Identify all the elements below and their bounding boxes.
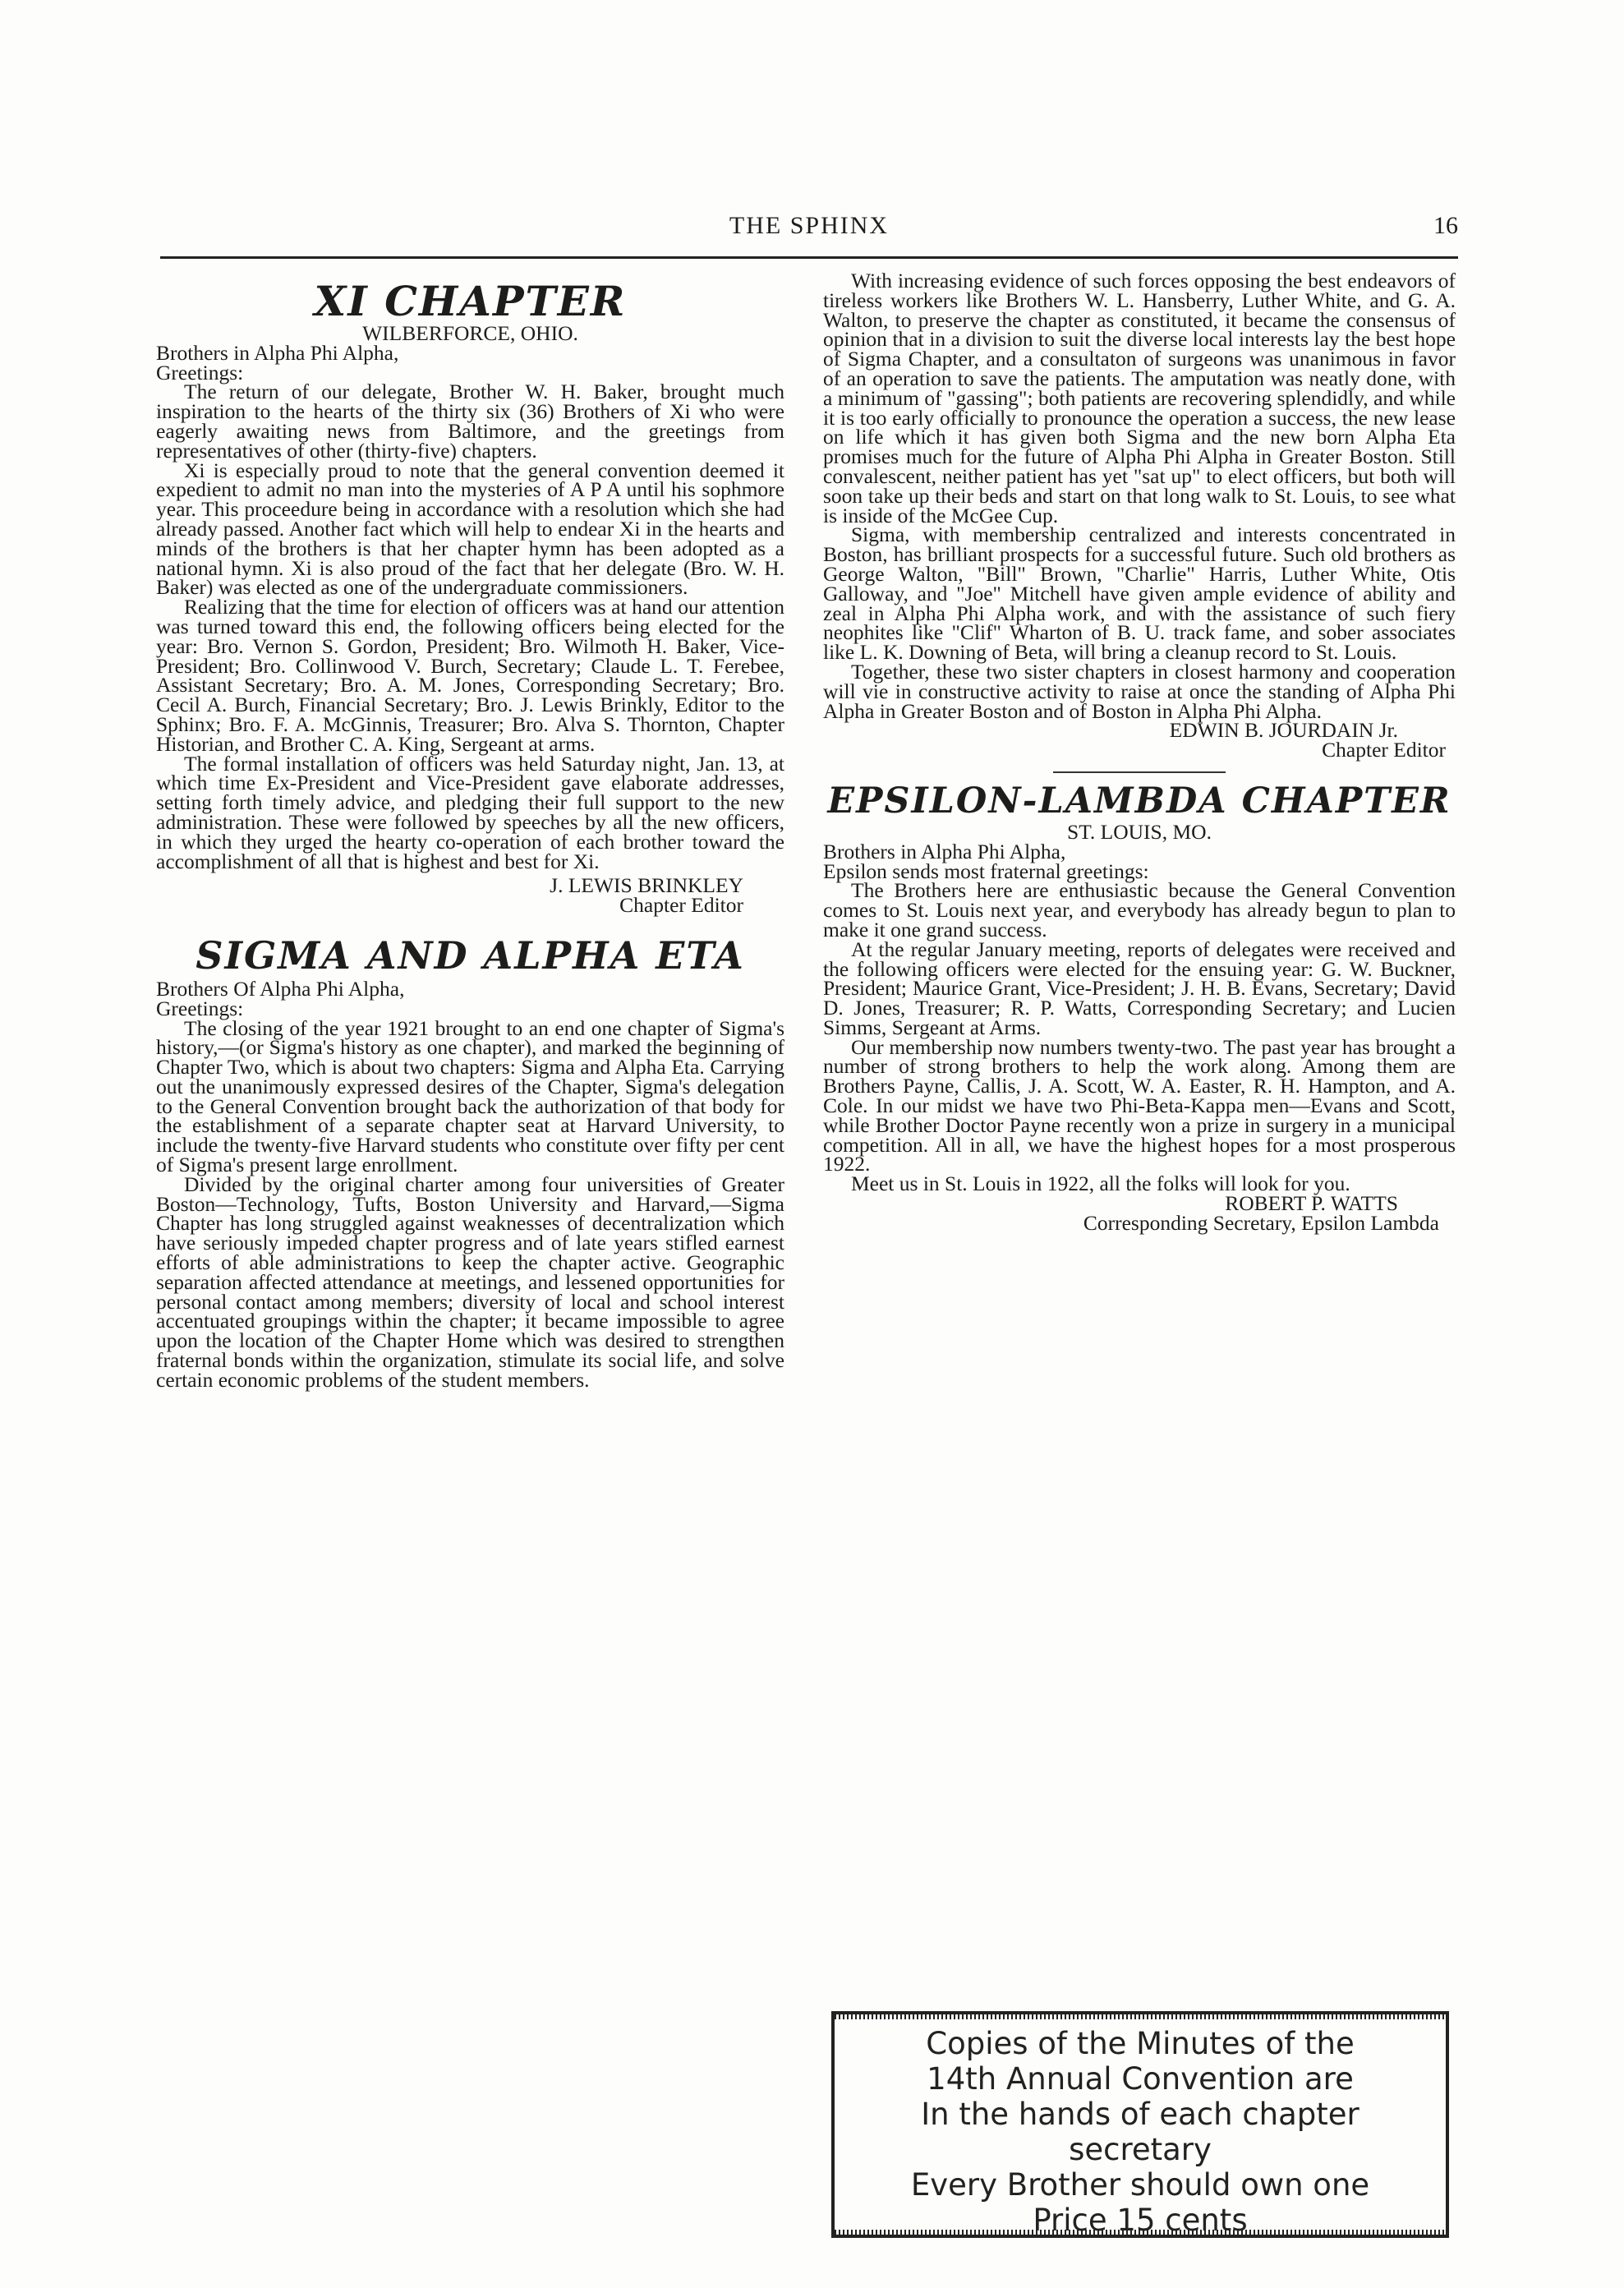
xi-place: WILBERFORCE, OHIO. bbox=[362, 321, 578, 345]
advert-line: Every Brother should own one bbox=[910, 2167, 1370, 2203]
minutes-advertisement-box bbox=[831, 2011, 1449, 2238]
xi-paragraph: Xi is especially proud to note that the general convention deemed it expedient to admit no man into the mysteries of A P A until his sophmore year. This proceedure being in accordance with a resolution which she had already passed. Another fact which will help to endear Xi in the hearts and minds of the brothers is that her chapter hymn has been adopted as a national hymn. Xi is also proud of the fact that her delegate (Bro. W. H. Baker) was elected as one of the undergraduate commissioners. bbox=[156, 458, 784, 600]
epsilon-signature-title: Corresponding Secretary, Epsilon Lambda bbox=[1083, 1210, 1439, 1235]
xi-paragraph: The return of our delegate, Brother W. H. Baker, brought much inspiration to the hearts of the thirty six (36) Brothers of Xi who were eagerly awaiting news from Baltimore, and the greetings from representatives of other (thirty-five) chapters. bbox=[156, 380, 784, 463]
page-number: 16 bbox=[1433, 212, 1458, 239]
epsilon-paragraph: At the regular January meeting, reports of delegates were received and the following officers were elected for the ensuing year: G. W. Buckner, President; Maurice Grant, Vice-President; J. H. B. Evans, Secretary; David D. Jones, Treasurer; R. P. Watts, Corresponding Secretary; and Lucien Simms, Sergeant at Arms. bbox=[823, 937, 1456, 1039]
sigma-greeting: Greetings: bbox=[156, 996, 244, 1020]
epsilon-salutation: Brothers in Alpha Phi Alpha, bbox=[823, 839, 1066, 863]
xi-signature: J. LEWIS BRINKLEY bbox=[550, 873, 743, 898]
sigma-paragraph: Together, these two sister chapters in closest harmony and cooperation will vie in constructive activity to raise at once the standing of Alpha Phi Alpha in Greater Boston and of Boston in Alpha Phi Alpha. bbox=[823, 659, 1456, 723]
publication-title: THE SPHINX bbox=[729, 212, 890, 239]
sigma-paragraph: With increasing evidence of such forces opposing the best endeavors of tireless workers like Brothers W. L. Hansberry, Luther White, and G. A. Walton, to preserve the chapter as constituted, it became the consensus of opinion that in a division to suit the diverse local interests lay the best hope of Sigma Chapter, and a consultaton of surgeons was unanimous in favor of an operation to save the patients. The amputation was neatly done, with a minimum of "gassing"; both patients are recovering splendidly, and while it is too early officially to pronounce the operation a success, the new lease on life which it has given both Sigma and the new born Alpha Eta promises much for the future of Alpha Phi Alpha in Greater Boston. Still convalescent, neither patient has yet "sat up" to elect officers, but both will soon take up their beds and start on that long walk to St. Louis, to see what is inside of the McGee Cup. bbox=[823, 269, 1456, 527]
xi-salutation: Brothers in Alpha Phi Alpha, bbox=[156, 340, 399, 365]
sigma-signature: EDWIN B. JOURDAIN Jr. bbox=[1169, 718, 1398, 743]
left-column bbox=[156, 271, 784, 1390]
epsilon-place: ST. LOUIS, MO. bbox=[1067, 819, 1212, 844]
epsilon-paragraph: Meet us in St. Louis in 1922, all the folks will look for you. bbox=[851, 1172, 1350, 1196]
sigma-salutation: Brothers Of Alpha Phi Alpha, bbox=[156, 976, 405, 1001]
advert-line: In the hands of each chapter bbox=[921, 2097, 1359, 2132]
xi-chapter-article bbox=[156, 277, 784, 918]
sigma-paragraph: Sigma, with membership centralized and interests concentrated in Boston, has brilliant prospects for a successful future. Such old brothers as George Walton, "Bill" Brown, "Charlie" Harris, Luther White, Otis Galloway, and "Joe" Mitchell have given ample evidence of ability and zeal in Alpha Phi Alpha work, and with the assistance of such fiery neophites like "Clif" Wharton of B. U. track fame, and sober associates like L. K. Downing of Beta, will bring a cleanup record to St. Louis. bbox=[823, 523, 1456, 665]
right-column bbox=[823, 271, 1456, 1233]
xi-greeting: Greetings: bbox=[156, 360, 244, 384]
sigma-alpha-eta-article bbox=[156, 933, 784, 1390]
xi-paragraph: Realizing that the time for election of officers was at hand our attention was turned toward this end, the following officers being elected for the year: Bro. Vernon S. Gordon, President; Bro. Wilmoth H. Baker, Vice-President; Bro. Collinwood V. Burch, Secretary; Claude L. T. Ferebee, Assistant Secretary; Bro. A. M. Jones, Corresponding Secretary; Bro. Cecil A. Burch, Financial Secretary; Bro. J. Lewis Brinkly, Editor to the Sphinx; Bro. F. A. McGinnis, Treasurer; Bro. Alva S. Thornton, Chapter Historian, and Brother C. A. King, Sergeant at arms. bbox=[156, 595, 784, 756]
advert-price-line: Price 15 cents bbox=[1033, 2203, 1248, 2238]
advert-line: 14th Annual Convention are bbox=[927, 2061, 1354, 2097]
sigma-continued bbox=[823, 271, 1456, 773]
epsilon-signature: ROBERT P. WATTS bbox=[1225, 1191, 1398, 1216]
xi-chapter-heading: XI CHAPTER bbox=[314, 277, 627, 325]
epsilon-lambda-heading: EPSILON-LAMBDA CHAPTER bbox=[827, 780, 1451, 822]
header-rule bbox=[160, 256, 1458, 259]
running-header bbox=[160, 209, 1458, 245]
section-divider bbox=[1053, 771, 1226, 773]
sigma-heading: SIGMA AND ALPHA ETA bbox=[196, 932, 745, 978]
sigma-signature-title: Chapter Editor bbox=[1322, 738, 1446, 762]
epsilon-greeting: Epsilon sends most fraternal greetings: bbox=[823, 859, 1149, 883]
xi-signature-title: Chapter Editor bbox=[619, 893, 743, 918]
advert-line: secretary bbox=[1069, 2132, 1212, 2167]
advert-line: Copies of the Minutes of the bbox=[926, 2026, 1355, 2061]
epsilon-lambda-article bbox=[823, 780, 1456, 1233]
sigma-paragraph: The closing of the year 1921 brought to an end one chapter of Sigma's history,—(or Sigma's history as one chapter), and marked the beginning of Chapter Two, which is about two chapters: Sigma and Alpha Eta. Carrying out the unanimously expressed desires of the Chapter, Sigma's delegation to the General Convention brought back the authorization of that body for the establishment of a separate chapter seat at Harvard University, to include the twenty-five Harvard students who constitute over fifty per cent of Sigma's present large enrollment. bbox=[156, 1015, 784, 1177]
sigma-paragraph: Divided by the original charter among four universities of Greater Boston—Technology, Tufts, Boston University and Harvard,—Sigma Chapter has long struggled against weaknesses of decentralization which have seriously impeded chapter progress and of late years stifled earnest efforts of able administrations to keep the chapter active. Geographic separation affected attendance at meetings, and lessened opportunities for personal contact among members; diversity of local and school interest accentuated groupings within the chapter; it became impossible to agree upon the location of the Chapter Home which was desired to strengthen fraternal bonds within the organization, stimulate its social life, and solve certain economic problems of the student members. bbox=[156, 1172, 784, 1392]
epsilon-paragraph: Our membership now numbers twenty-two. The past year has brought a number of strong brothers to help the work along. Among them are Brothers Payne, Callis, J. A. Scott, W. A. Easter, R. H. Hampton, and A. Cole. In our midst we have two Phi-Beta-Kappa men—Evans and Scott, while Brother Doctor Payne recently won a prize in surgery in a municipal competition. All in all, we have the highest hopes for a most prosperous 1922. bbox=[823, 1034, 1456, 1176]
epsilon-paragraph: The Brothers here are enthusiastic because the General Convention comes to St. Louis next year, and everybody has already begun to plan to make it one grand success. bbox=[823, 878, 1456, 941]
xi-paragraph: The formal installation of officers was held Saturday night, Jan. 13, at which time Ex-President and Vice-President gave elaborate addresses, setting forth timely advice, and pledging their full support to the new administration. These were followed by speeches by all the new officers, in which they urged the hearty co-operation of each brother toward the accomplishment of all that is highest and best for Xi. bbox=[156, 751, 784, 873]
